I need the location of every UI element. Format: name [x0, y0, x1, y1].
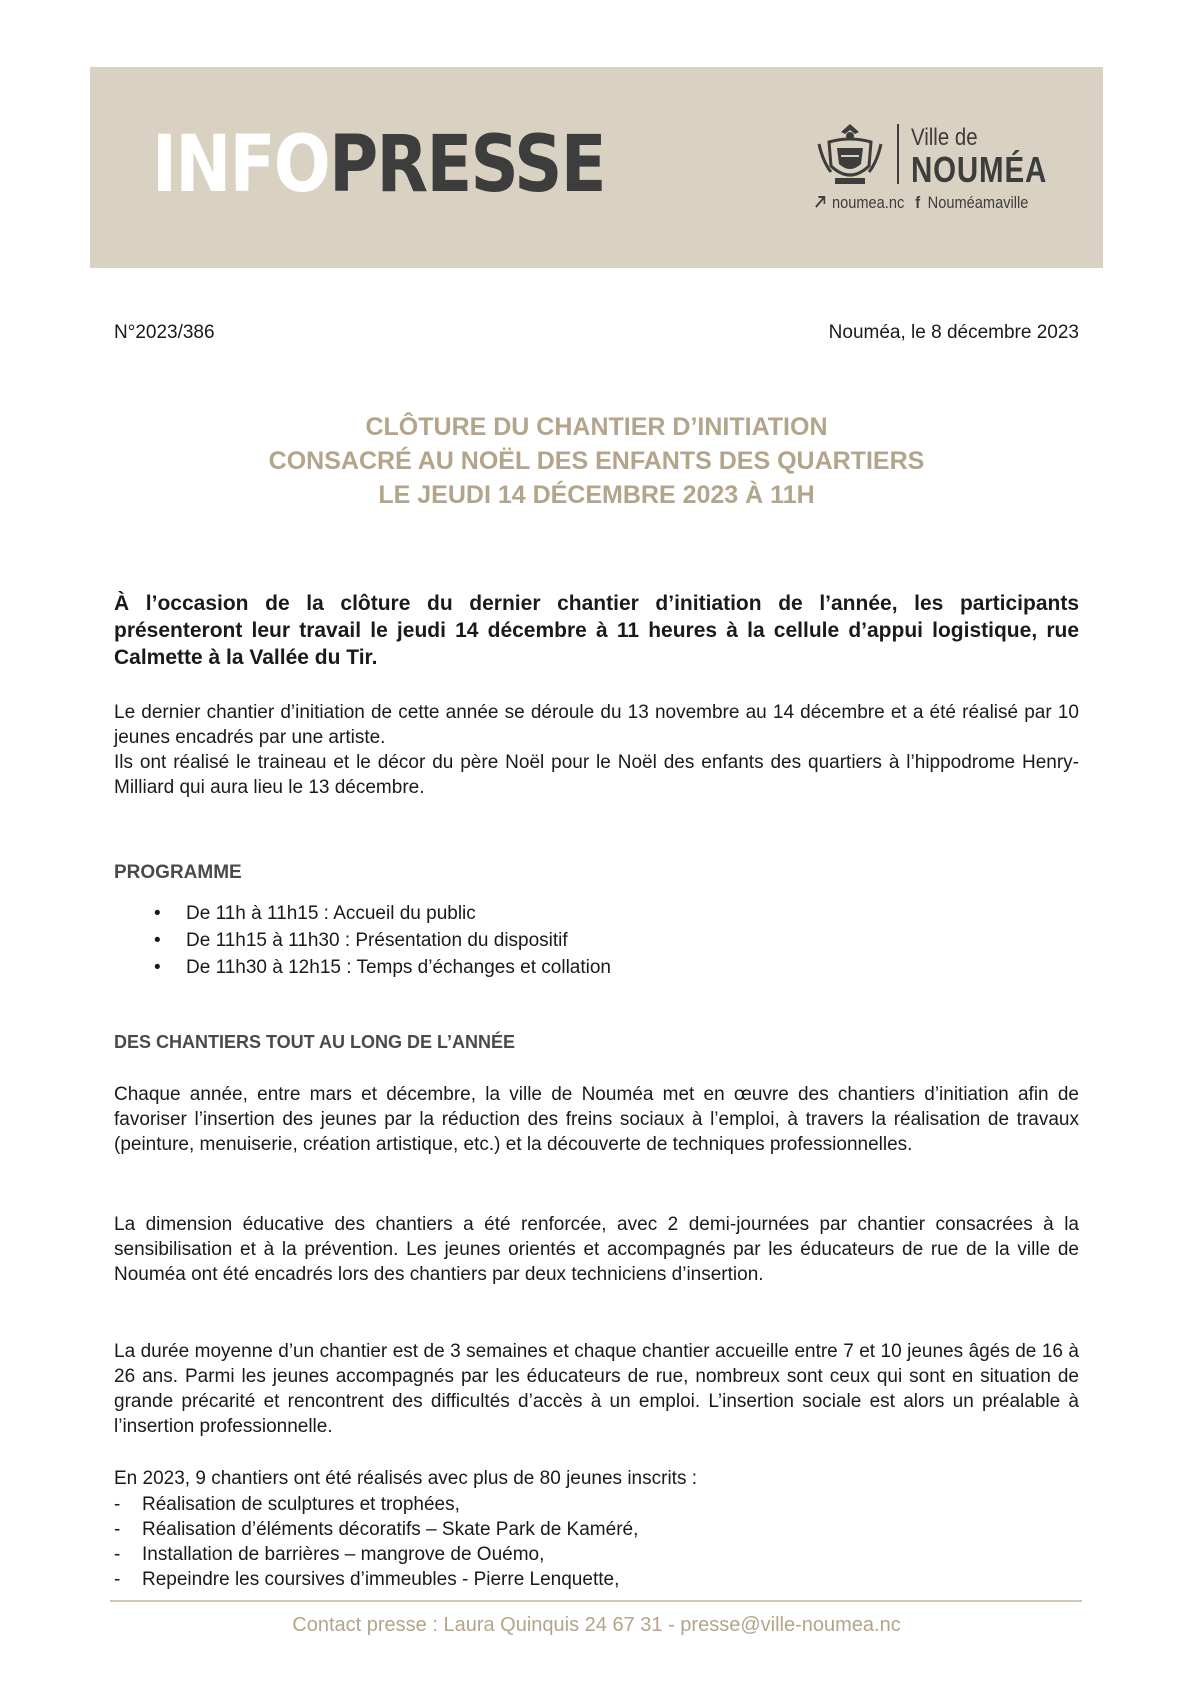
logo-links — [815, 192, 1028, 213]
programme-list — [150, 900, 611, 981]
press-release-number: N°2023/386 — [114, 322, 215, 343]
page-title — [90, 410, 1103, 512]
press-release-date: Nouméa, le 8 décembre 2023 — [828, 322, 1079, 343]
footer-divider — [110, 1600, 1082, 1602]
intro-paragraph — [114, 700, 1079, 800]
ville-noumea-logo — [815, 122, 1048, 212]
press-contact: Contact presse : Laura Quinquis 24 67 31 - presse@ville-noumea.nc — [292, 1614, 901, 1636]
chantiers-list — [114, 1492, 638, 1592]
facebook-icon: f — [915, 192, 921, 212]
chantier-item: - Réalisation de sculptures et trophées, — [114, 1494, 460, 1515]
chantiers-paragraph-2: La dimension éducative des chantiers a été renforcée, avec 2 demi-journées par chantier consacrées à la sensibilisation et à la prévention. Les jeunes orientés et accompagnés par les éducateurs de rue de la ville de Nouméa ont été encadrés lors des chantiers par deux techniciens d’insertion. — [114, 1214, 1079, 1285]
programme-item: • De 11h15 à 11h30 : Présentation du dispositif — [150, 927, 611, 954]
programme-item: • De 11h30 à 12h15 : Temps d’échanges et collation — [150, 954, 611, 981]
city-crest-icon — [815, 122, 885, 190]
logo-ville-de: Ville de — [911, 124, 978, 151]
chantiers-paragraph-4: En 2023, 9 chantiers ont été réalisés avec plus de 80 jeunes inscrits : — [114, 1468, 698, 1489]
chantier-item: - Installation de barrières – mangrove de Ouémo, — [114, 1544, 545, 1565]
title-line-3: LE JEUDI 14 DÉCEMBRE 2023 À 11H — [378, 481, 815, 509]
intro-sentence-2: Ils ont réalisé le traineau et le décor du père Noël pour le Noël des enfants des quartiers à l’hippodrome Henry-Milliard qui aura lieu le 13 décembre. — [114, 752, 1079, 798]
title-line-2: CONSACRÉ AU NOËL DES ENFANTS DES QUARTIERS — [268, 447, 925, 475]
wordmark-info: INFO — [152, 120, 330, 210]
title-line-1: CLÔTURE DU CHANTIER D’INITIATION — [365, 413, 828, 441]
logo-noumea: NOUMÉA — [911, 149, 1048, 190]
intro-sentence-1: Le dernier chantier d’initiation de cette année se déroule du 13 novembre au 14 décembre et a été réalisé par 10 jeunes encadrés par une artiste. — [114, 702, 1079, 748]
chantier-item: - Repeindre les coursives d’immeubles - Pierre Lenquette, — [114, 1569, 620, 1590]
programme-heading: PROGRAMME — [114, 862, 242, 883]
chantiers-paragraph-1: Chaque année, entre mars et décembre, la ville de Nouméa met en œuvre des chantiers d’initiation afin de favoriser l’insertion des jeunes par la réduction des freins sociaux à l’emploi, à travers la réalisation de travaux (peinture, menuiserie, création artistique, etc.) et la découverte de techniques professionnelles. — [114, 1084, 1079, 1155]
programme-item: • De 11h à 11h15 : Accueil du public — [150, 900, 611, 927]
logo-divider — [897, 124, 899, 184]
info-presse-wordmark — [152, 120, 605, 210]
facebook-link[interactable]: Nouméamaville — [927, 192, 1029, 212]
bullet-icon: • — [154, 903, 161, 924]
chantiers-paragraph-3: La durée moyenne d’un chantier est de 3 semaines et chaque chantier accueille entre 7 et 10 jeunes âgés de 16 à 26 ans. Parmi les jeunes accompagnés par les éducateurs de rue, nombreux sont ceux qui sont en situation de grande précarité et rencontrent des difficultés d’accès à un emploi. L’insertion sociale est alors un préalable à l’insertion professionnelle. — [114, 1341, 1079, 1437]
bullet-icon: • — [154, 957, 161, 978]
section-heading-chantiers: DES CHANTIERS TOUT AU LONG DE L’ANNÉE — [114, 1032, 516, 1052]
lead-paragraph: À l’occasion de la clôture du dernier chantier d’initiation de l’année, les participants présenteront leur travail le jeudi 14 décembre à 11 heures à la cellule d’appui logistique, rue Calmette à la Vallée du Tir. — [114, 592, 1079, 669]
bullet-icon: • — [154, 930, 161, 951]
website-link[interactable]: noumea.nc — [831, 192, 905, 212]
wordmark-presse: PRESSE — [329, 120, 605, 210]
chantier-item: - Réalisation d’éléments décoratifs – Skate Park de Kaméré, — [114, 1519, 639, 1540]
arrow-icon — [815, 193, 828, 213]
